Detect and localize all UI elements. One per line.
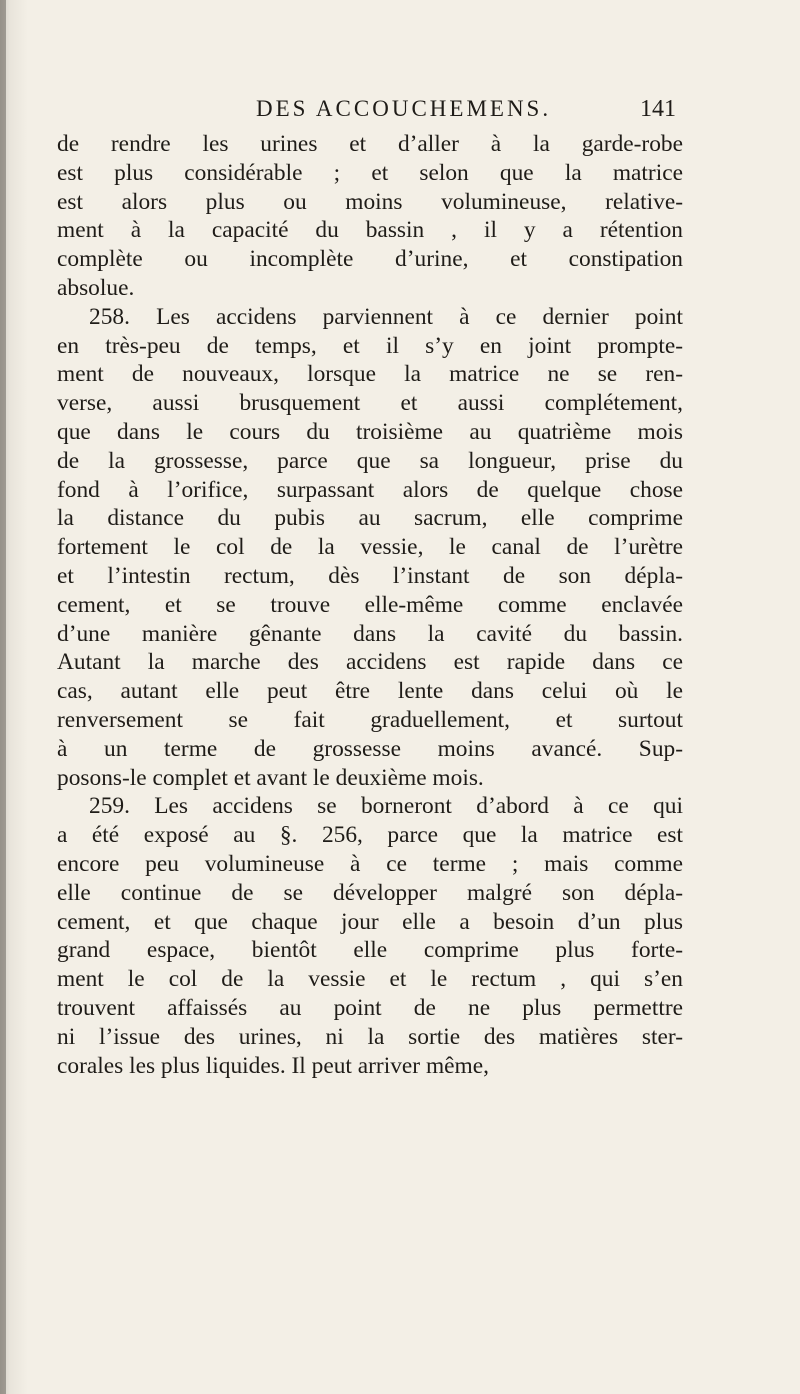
- text-line: cement, et que chaque jour elle a besoin d’un plus: [57, 908, 683, 935]
- text-line: renversement se fait graduellement, et surtout: [57, 706, 683, 733]
- text-line: Autant la marche des accidens est rapide dans ce: [57, 649, 683, 676]
- text-line: la distance du pubis au sacrum, elle comprime: [57, 505, 683, 532]
- text-line: cas, autant elle peut être lente dans celui où le: [57, 678, 683, 705]
- text-line: et l’intestin rectum, dès l’instant de son dépla-: [57, 562, 683, 589]
- text-line: à un terme de grossesse moins avancé. Sup-: [57, 735, 683, 762]
- text-line: encore peu volumineuse à ce terme ; mais comme: [57, 850, 683, 877]
- text-line: fortement le col de la vessie, le canal de l’urètre: [57, 534, 683, 561]
- text-line: trouvent affaissés au point de ne plus permettre: [57, 994, 683, 1021]
- text-line: de rendre les urines et d’aller à la garde-robe: [57, 131, 683, 157]
- text-line: ni l’issue des urines, ni la sortie des matières ster-: [57, 1023, 683, 1050]
- body-text: [57, 130, 683, 1080]
- text-line: ment le col de la vessie et le rectum , qui s’en: [57, 966, 683, 993]
- text-line: est alors plus ou moins volumineuse, relative-: [57, 188, 683, 215]
- text-line: posons-le complet et avant le deuxième mois.: [57, 764, 484, 791]
- text-line: verse, aussi brusquement et aussi complétement,: [57, 390, 683, 417]
- text-line: complète ou incomplète d’urine, et constipation: [57, 246, 683, 273]
- text-line: d’une manière gênante dans la cavité du bassin.: [57, 620, 683, 647]
- text-line: corales les plus liquides. Il peut arriver même,: [57, 1052, 489, 1079]
- running-header: [256, 96, 676, 123]
- text-line: ment à la capacité du bassin , il y a rétention: [57, 217, 683, 244]
- text-line: cement, et se trouve elle-même comme enclavée: [57, 591, 683, 618]
- text-line: grand espace, bientôt elle comprime plus forte-: [57, 937, 683, 964]
- text-line: que dans le cours du troisième au quatrième mois: [57, 418, 683, 445]
- page-number: 141: [640, 96, 676, 122]
- text-line: de la grossesse, parce que sa longueur, prise du: [57, 447, 683, 474]
- text-line: fond à l’orifice, surpassant alors de quelque chose: [57, 476, 683, 503]
- running-title: DES ACCOUCHEMENS.: [256, 96, 552, 121]
- page-gutter-shadow: [0, 0, 6, 1394]
- text-line: en très-peu de temps, et il s’y en joint prompte-: [57, 332, 683, 359]
- paragraph-258-start: 258. Les accidens parviennent à ce dernier point: [89, 303, 683, 330]
- text-line: ment de nouveaux, lorsque la matrice ne se ren-: [57, 361, 683, 388]
- text-line: est plus considérable ; et selon que la matrice: [57, 159, 683, 186]
- text-line: absolue.: [57, 274, 135, 301]
- text-line: a été exposé au §. 256, parce que la matrice est: [57, 822, 683, 849]
- text-line: elle continue de se développer malgré son dépla-: [57, 879, 683, 906]
- paragraph-259-start: 259. Les accidens se borneront d’abord à ce qui: [89, 793, 683, 820]
